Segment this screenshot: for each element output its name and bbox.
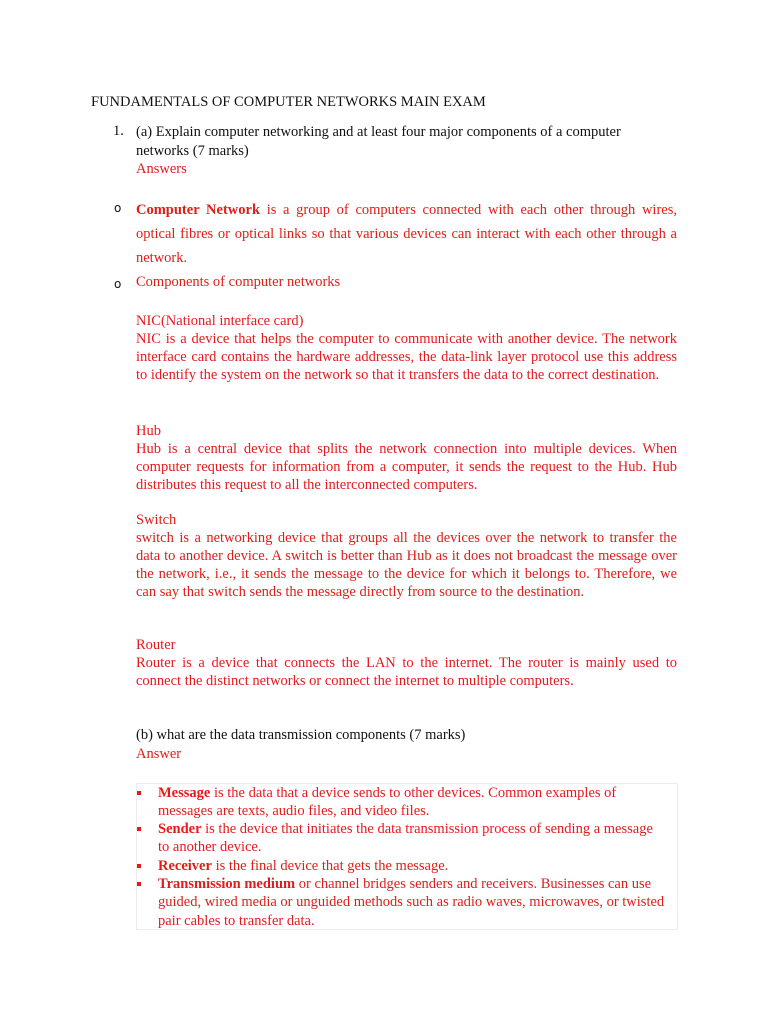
definition-term: Computer Network	[136, 202, 261, 218]
component-hub	[136, 422, 677, 494]
answers-label: Answers	[136, 161, 187, 177]
answer-label: Answer	[136, 746, 182, 762]
question-number: 1.	[113, 123, 124, 139]
item-term: Message	[158, 785, 211, 801]
component-nic	[136, 312, 677, 384]
component-description: NIC is a device that helps the computer to communicate with another device. The network interface card contains the hardware addresses, the data-link layer protocol use this address to identify the system on the network so that it transfers the data to the correct destination.	[136, 331, 677, 383]
component-description: switch is a networking device that groups all the devices over the network to transfer the data to another device. A switch is better than Hub as it does not broadcast the message over the network, i.e., it sends the message to the device for which it belongs to. Therefore, we can say that switch sends the message directly from source to the destination.	[136, 530, 677, 600]
item-term: Receiver	[158, 858, 212, 874]
transmission-components-list	[136, 783, 678, 930]
item-text: is the device that initiates the data transmission process of sending a message to another device.	[158, 821, 653, 856]
item-text: is the final device that gets the message.	[211, 858, 449, 874]
list-item	[137, 784, 667, 821]
item-text: or channel bridges senders and receivers. Businesses can use guided, wired media or unguided methods such as radio waves, microwaves, or twisted pair cables to transfer data.	[158, 876, 665, 929]
square-bullet-icon	[137, 827, 141, 831]
list-item	[137, 857, 667, 875]
item-text: is the data that a device sends to other devices. Common examples of messages are texts, audio files, and video files.	[158, 785, 617, 820]
component-name: Router	[136, 637, 176, 653]
component-name: Switch	[136, 512, 177, 528]
network-definition	[136, 198, 677, 270]
component-name: Hub	[136, 423, 161, 439]
square-bullet-icon	[137, 791, 141, 795]
item-term: Sender	[158, 821, 202, 837]
component-description: Router is a device that connects the LAN to the internet. The router is mainly used to connect the distinct networks or connect the internet to multiple computers.	[136, 655, 677, 689]
definition-text: is a group of computers connected with each other through wires, optical fibres or optical links so that various devices can interact with each other through a network.	[136, 202, 677, 266]
component-name: NIC(National interface card)	[136, 313, 304, 329]
bullet-marker: o	[114, 277, 122, 291]
square-bullet-icon	[137, 882, 141, 886]
list-item	[137, 875, 667, 930]
component-switch	[136, 511, 677, 601]
question-b-text: (b) what are the data transmission components (7 marks)	[136, 727, 466, 743]
question-text: (a) Explain computer networking and at least four major components of a computer networks (7 marks)	[136, 124, 621, 159]
component-description: Hub is a central device that splits the network connection into multiple devices. When computer requests for information from a computer, it sends the request to the Hub. Hub distributes this request to all the interconnected computers.	[136, 441, 677, 493]
components-heading: Components of computer networks	[136, 274, 341, 290]
square-bullet-icon	[137, 864, 141, 868]
item-term: Transmission medium	[158, 876, 296, 892]
list-item	[137, 820, 667, 857]
exam-title: FUNDAMENTALS OF COMPUTER NETWORKS MAIN EXAM	[91, 94, 486, 110]
component-router	[136, 636, 677, 690]
bullet-marker: o	[114, 201, 122, 215]
